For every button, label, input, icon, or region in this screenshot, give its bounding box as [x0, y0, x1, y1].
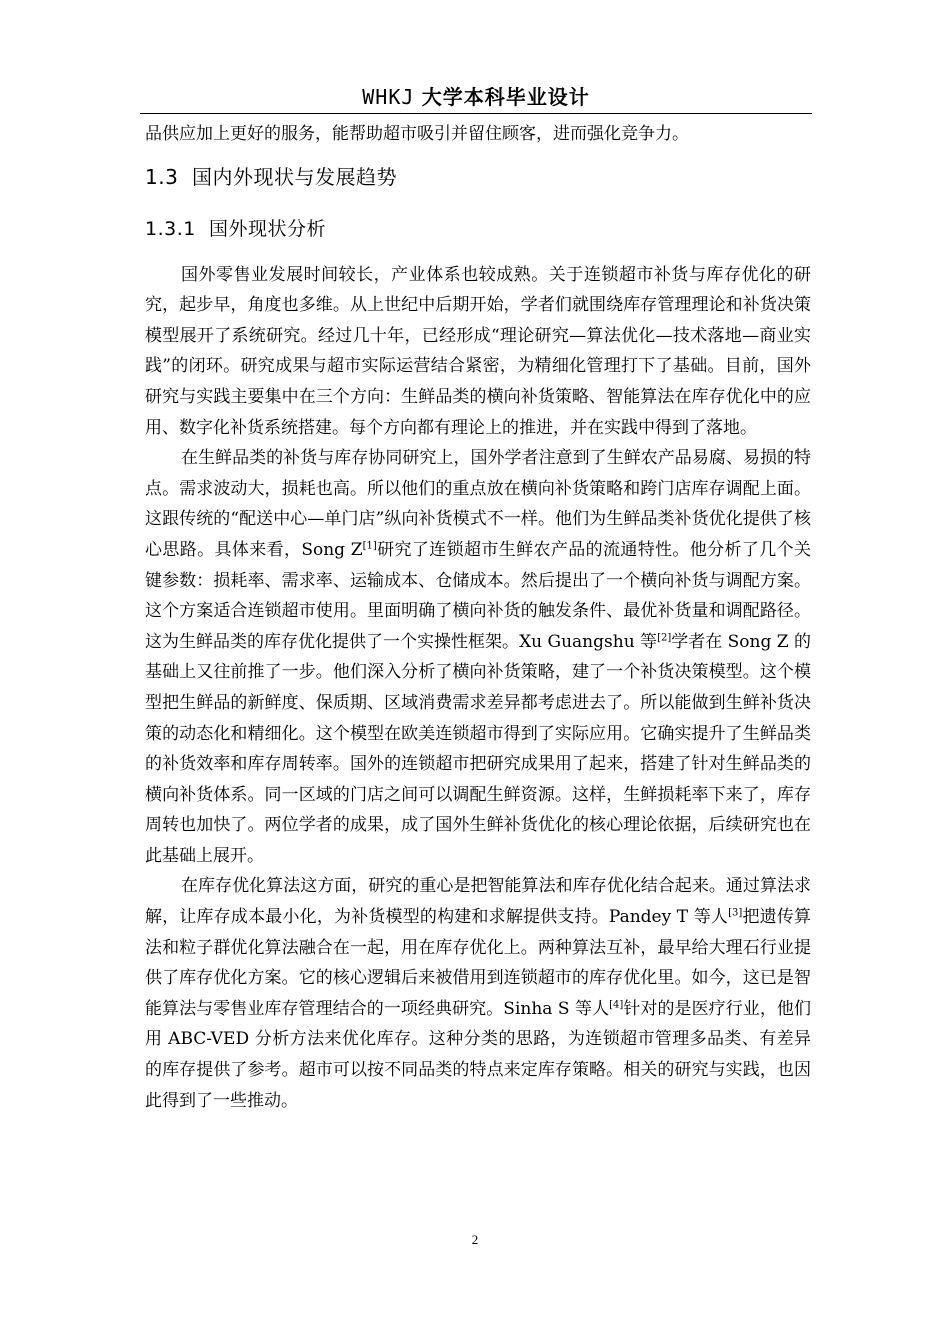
page-body: [145, 119, 811, 1116]
citation-2: [2]: [657, 632, 672, 644]
citation-4: [4]: [609, 999, 624, 1011]
subsection-title: 国外现状分析: [208, 217, 326, 240]
header-org: WHKJ: [362, 85, 415, 109]
citation-1: [1]: [362, 540, 377, 552]
subsection-heading: [145, 216, 811, 260]
intro-line: 品供应加上更好的服务，能帮助超市吸引并留住顾客，进而强化竞争力。: [145, 124, 689, 144]
header-title: 大学本科毕业设计: [421, 85, 590, 109]
paragraph-3-text-1: 在库存优化算法这方面，研究的重心是把智能算法和库存优化结合起来。通过算法求解，让库存成本最小化，为补货模型的构建和求解提供支持。Pandey T 等人: [145, 876, 811, 928]
paragraph-3: [145, 871, 811, 1116]
subsection-number: 1.3.1: [145, 217, 196, 240]
paragraph-3-text-2: 把遗传算法和粒子群优化算法融合在一起，用在库存优化上。两种算法互补，最早给大理石行业提供了库存优化方案。它的核心逻辑后来被借用到连锁超市的库存优化里。如今，这已是智能算法与零售业库存管理结合的一项经典研究。Sinha S 等人: [145, 907, 812, 1019]
paragraph-2-text-2: 研究了连锁超市生鲜农产品的流通特性。他分析了几个关键参数：损耗率、需求率、运输成本、仓储成本。然后提出了一个横向补货与调配方案。这个方案适合连锁超市使用。里面明确了横向补货的触发条件、最优补货量和调配路径。这为生鲜品类的库存优化提供了一个实操性框架。Xu Guangshu 等: [145, 539, 812, 652]
paragraph-2-text-3: 学者在 Song Z 的基础上又往前推了一步。他们深入分析了横向补货策略，建了一个补货决策模型。这个模型把生鲜品的新鲜度、保质期、区域消费需求差异都考虑进去了。所以能做到生鲜补货决策的动态化和精细化。这个模型在欧美连锁超市得到了实际应用。它确实提升了生鲜品类的补货效率和库存周转率。国外的连锁超市把研究成果用了起来，搭建了针对生鲜品类的横向补货体系。同一区域的门店之间可以调配生鲜资源。这样，生鲜损耗率下来了，库存周转也加快了。两位学者的成果，成了国外生鲜补货优化的核心理论依据，后续研究也在此基础上展开。: [145, 631, 811, 866]
section-number: 1.3: [145, 164, 179, 189]
paragraph-2: [145, 443, 811, 871]
header-rule: [140, 113, 812, 114]
page-number: 2: [471, 1232, 479, 1247]
paragraph-2-text-1: 在生鲜品类的补货与库存协同研究上，国外学者注意到了生鲜农产品易腐、易损的特点。需求波动大，损耗也高。所以他们的重点放在横向补货策略和跨门店库存调配上面。这跟传统的“配送中心—单门店”纵向补货模式不一样。他们为生鲜品类补货优化提供了核心思路。具体来看，Song Z: [145, 448, 811, 560]
citation-3: [3]: [728, 907, 743, 919]
section-heading: [145, 164, 811, 208]
section-title: 国内外现状与发展趋势: [192, 164, 398, 189]
paragraph-1: 国外零售业发展时间较长，产业体系也较成熟。关于连锁超市补货与库存优化的研究，起步早，角度也多维。从上世纪中后期开始，学者们就围绕库存管理理论和补货决策模型展开了系统研究。经过几十年，已经形成“理论研究—算法优化—技术落地—商业实践”的闭环。研究成果与超市实际运营结合紧密，为精细化管理打下了基础。目前，国外研究与实践主要集中在三个方向：生鲜品类的横向补货策略、智能算法在库存优化中的应用、数字化补货系统搭建。每个方向都有理论上的推进，并在实践中得到了落地。: [145, 264, 811, 438]
paragraph-3-text-3: 针对的是医疗行业，他们用 ABC-VED 分析方法来优化库存。这种分类的思路，为连锁超市管理多品类、有差异的库存提供了参考。超市可以按不同品类的特点来定库存策略。相关的研究与实践，也因此得到了一些推动。: [145, 998, 811, 1111]
page-header: [140, 86, 812, 108]
